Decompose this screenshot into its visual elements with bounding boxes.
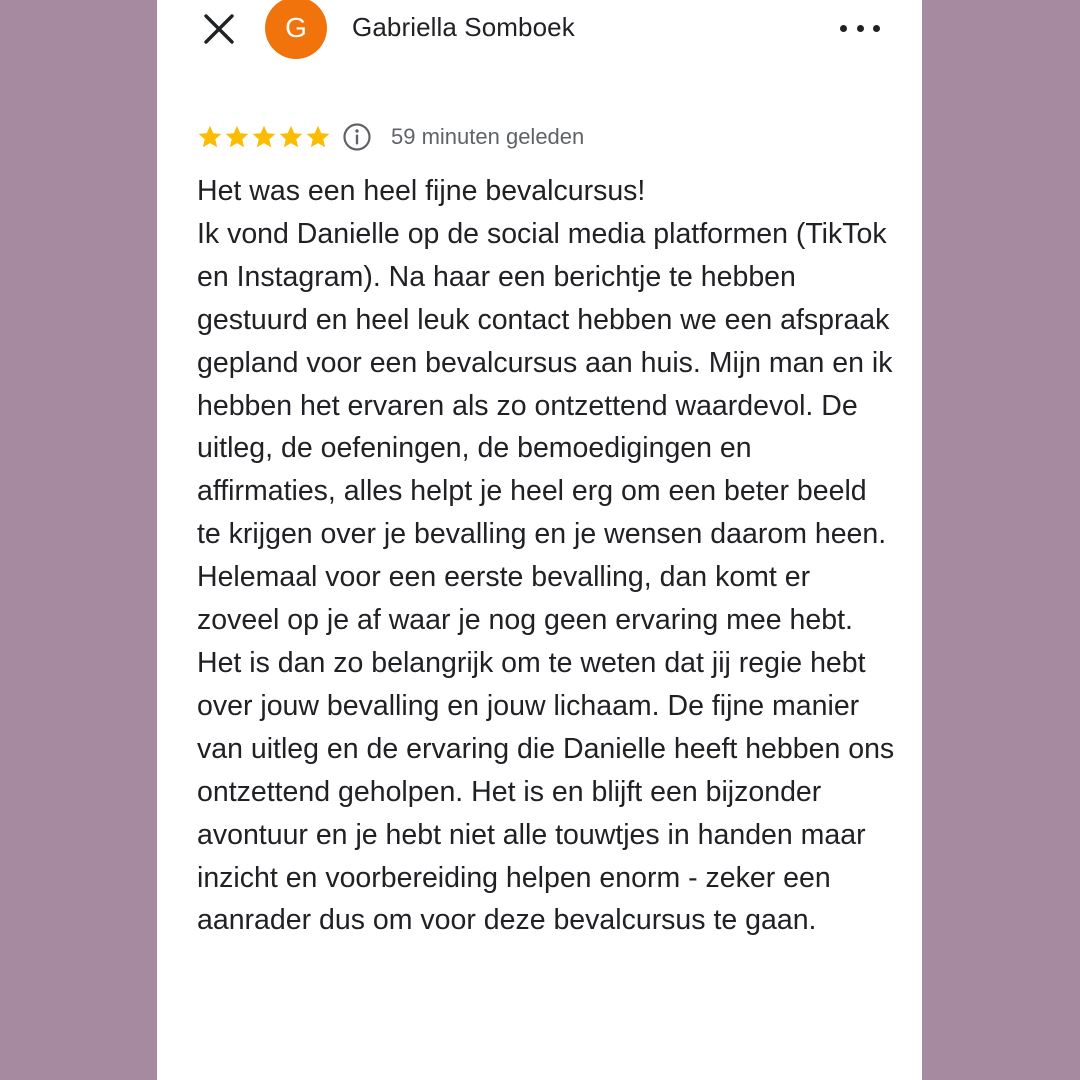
- star-icon: [251, 124, 277, 150]
- background-right: [922, 0, 1080, 1080]
- info-icon[interactable]: [342, 122, 372, 152]
- background-left: [0, 0, 157, 1080]
- review-time: 59 minuten geleden: [391, 124, 585, 149]
- star-icon: [305, 124, 331, 150]
- author-name[interactable]: Gabriella Somboek: [352, 12, 575, 42]
- review-header: [157, 0, 922, 90]
- more-horiz-icon-dot: [840, 25, 847, 32]
- review-card: [157, 0, 922, 1080]
- star-icon: [197, 124, 223, 150]
- more-horiz-icon-dot: [857, 25, 864, 32]
- star-rating: [197, 124, 332, 150]
- review-text: Het was een heel fijne bevalcursus! Ik vond Danielle op de social media platformen (TikTok en Instagram). Na haar een berichtje te hebben gestuurd en heel leuk contact hebben we een afspraak gepland voor een bevalcursus aan huis. Mijn man en ik hebben het ervaren als zo ontzettend waardevol. De uitleg, de oefeningen, de bemoedigingen en affirmaties, alles helpt je heel erg om een beter beeld te krijgen over je bevalling en je wensen daarom heen. Helemaal voor een eerste bevalling, dan komt er zoveel op je af waar je nog geen ervaring mee hebt. Het is dan zo belangrijk om te weten dat jij regie hebt over jouw bevalling en jouw lichaam. De fijne manier van uitleg en de ervaring die Danielle heeft hebben ons ontzettend geholpen. Het is en blijft een bijzonder avontuur en je hebt niet alle touwtjes in handen maar inzicht en voorbereiding helpen enorm - zeker een aanrader dus om voor deze bevalcursus te gaan.: [197, 175, 895, 937]
- author-avatar[interactable]: G: [265, 0, 327, 59]
- close-icon: [201, 11, 237, 47]
- more-options-button[interactable]: [840, 16, 880, 40]
- more-horiz-icon-dot: [873, 25, 880, 32]
- close-button[interactable]: [201, 11, 237, 47]
- star-icon: [278, 124, 304, 150]
- review-meta: [197, 120, 584, 154]
- star-icon: [224, 124, 250, 150]
